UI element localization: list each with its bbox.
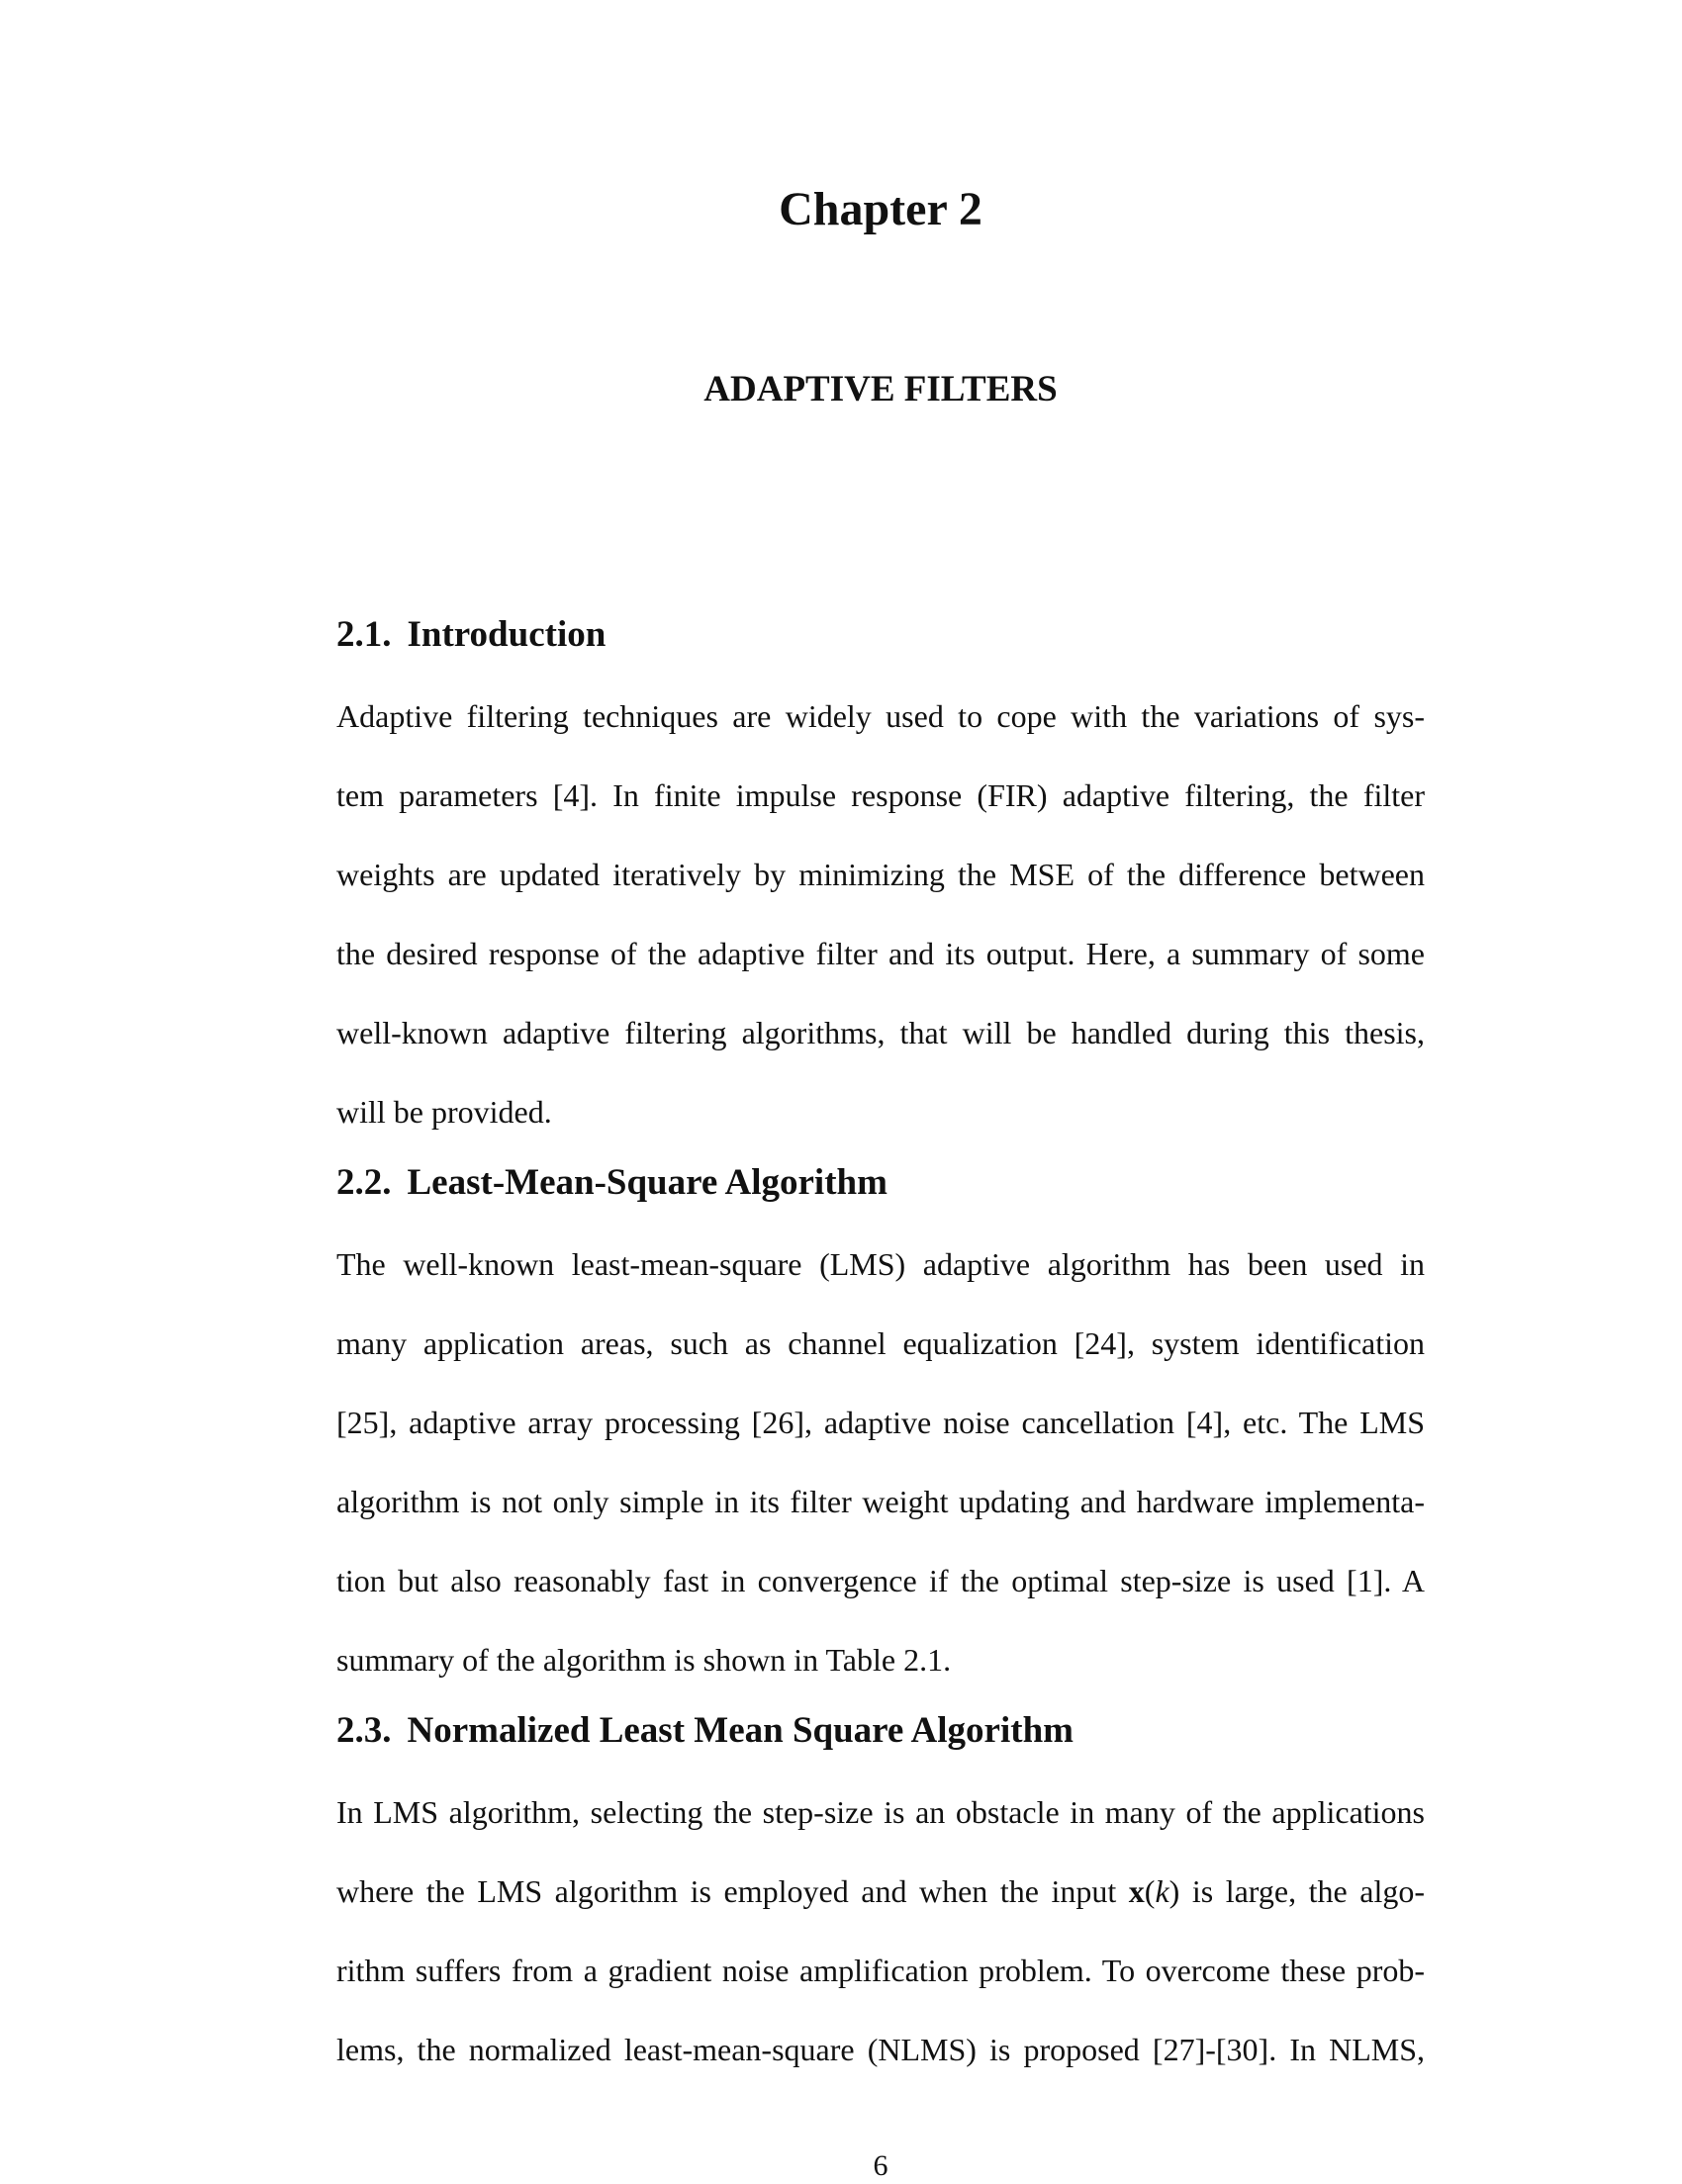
section-heading-introduction	[336, 613, 1425, 677]
text-line: tem parameters [4]. In finite impulse response (FIR) adaptive filtering, the filter	[336, 777, 1425, 813]
section-title: Least-Mean-Square Algorithm	[407, 1162, 888, 1203]
body-text	[336, 613, 1425, 2099]
text-line: rithm suffers from a gradient noise amplification problem. To overcome these prob-	[336, 1953, 1425, 1988]
paragraph-introduction	[336, 677, 1425, 1151]
text-line: summary of the algorithm is shown in Table 2.1.	[336, 1642, 952, 1678]
text-line: In LMS algorithm, selecting the step-size is an obstacle in many of the applications	[336, 1794, 1425, 1830]
paragraph-lms	[336, 1225, 1425, 1699]
text-line: algorithm is not only simple in its filter weight updating and hardware implementa-	[336, 1484, 1425, 1519]
text-line: The well-known least-mean-square (LMS) adaptive algorithm has been used in	[336, 1246, 1425, 1282]
math-input-vector: x(k)	[1128, 1873, 1180, 1909]
section-heading-nlms	[336, 1709, 1425, 1773]
section-number: 2.3.	[336, 1710, 392, 1751]
chapter-subtitle: ADAPTIVE FILTERS	[703, 369, 1058, 410]
text-line-with-math	[336, 1852, 1425, 1931]
section-number: 2.2.	[336, 1162, 392, 1203]
section-number: 2.1.	[336, 614, 392, 655]
text-line: Adaptive filtering techniques are widely used to cope with the variations of sys-	[336, 698, 1425, 734]
paragraph-nlms	[336, 1773, 1425, 2089]
section-title: Introduction	[407, 614, 607, 655]
page-number: 6	[873, 2149, 888, 2182]
text-segment: is large, the algo-	[1179, 1873, 1426, 1909]
section-title: Normalized Least Mean Square Algorithm	[407, 1710, 1074, 1751]
text-line: weights are updated iteratively by minimizing the MSE of the difference between	[336, 857, 1425, 892]
section-heading-lms	[336, 1161, 1425, 1225]
text-line: well-known adaptive filtering algorithms, that will be handled during this thesis,	[336, 1015, 1425, 1050]
text-line: lems, the normalized least-mean-square (NLMS) is proposed [27]-[30]. In NLMS,	[336, 2032, 1425, 2067]
text-line: will be provided.	[336, 1094, 552, 1130]
text-line: many application areas, such as channel equalization [24], system identification	[336, 1325, 1425, 1361]
text-line: the desired response of the adaptive filter and its output. Here, a summary of some	[336, 936, 1425, 971]
text-segment: where the LMS algorithm is employed and when the input	[336, 1873, 1129, 1909]
text-line: [25], adaptive array processing [26], adaptive noise cancellation [4], etc. The LMS	[336, 1405, 1425, 1440]
text-line: tion but also reasonably fast in convergence if the optimal step-size is used [1]. A	[336, 1563, 1425, 1598]
chapter-title: Chapter 2	[779, 183, 982, 235]
